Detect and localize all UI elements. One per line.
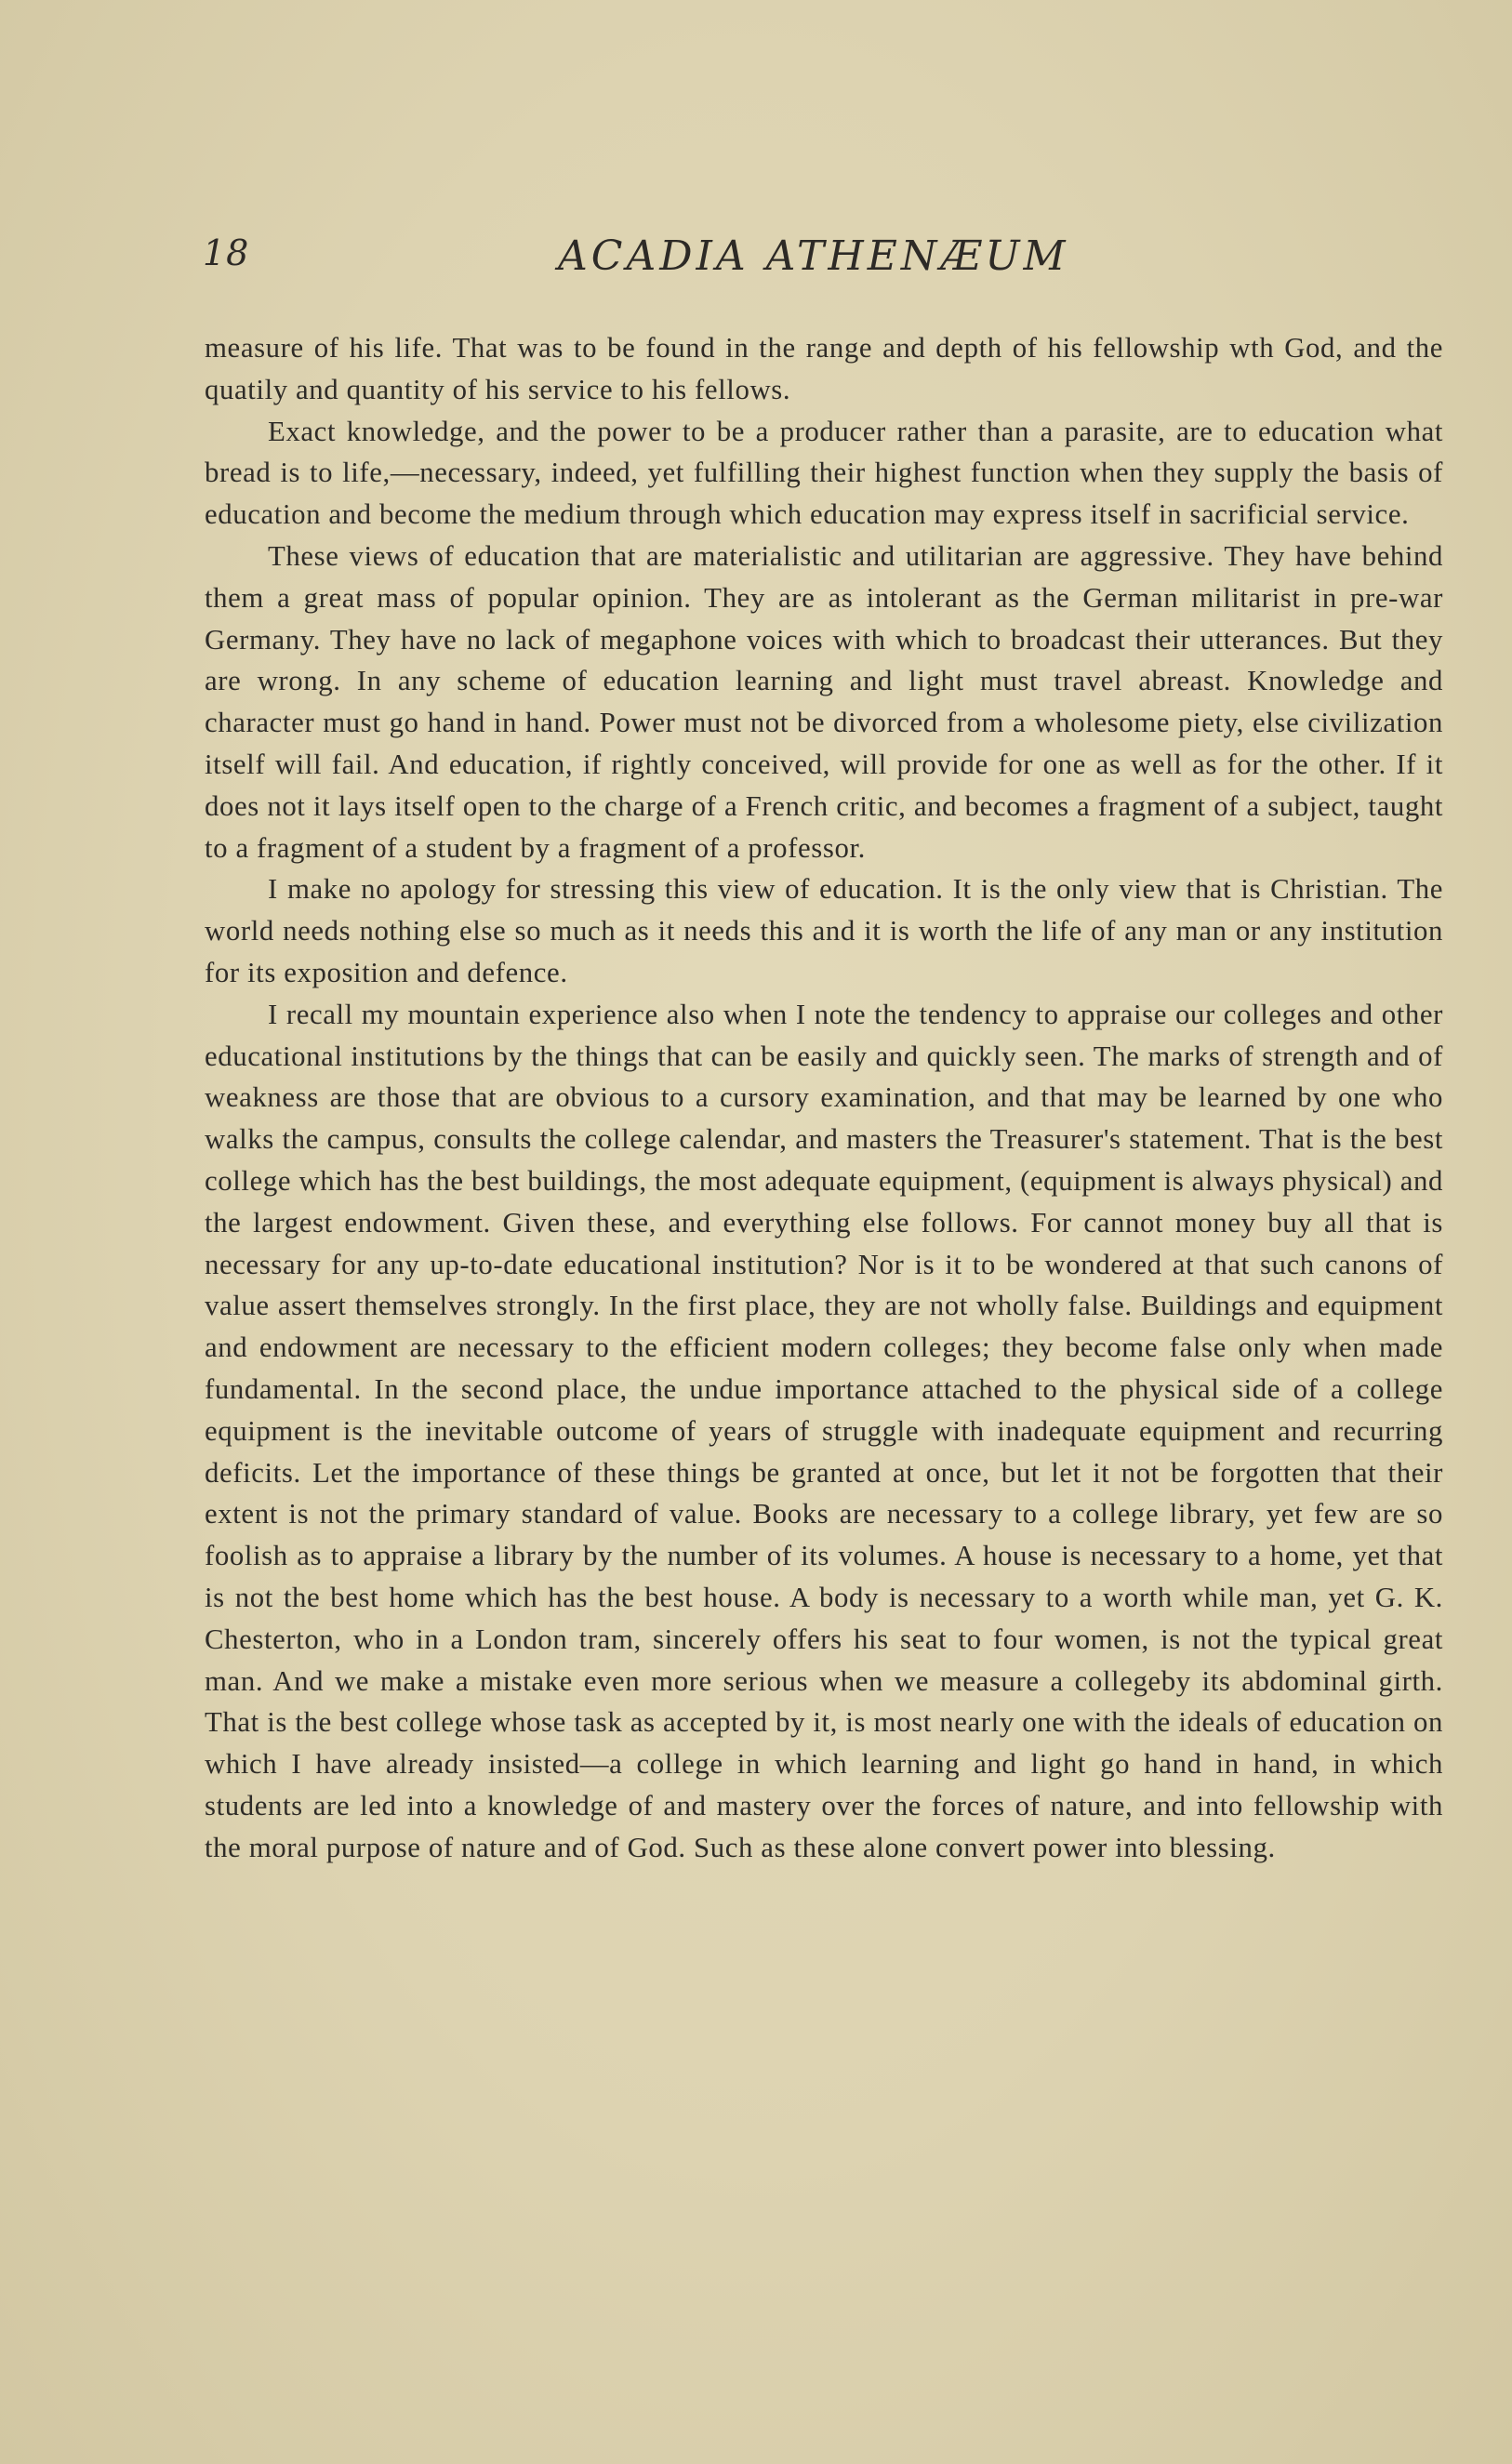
paragraph: Exact knowledge, and the power to be a producer rather than a parasite, are to education what bread is to life,—necessary, indeed, yet fulfilling their highest function when they supply the basis of education and become the medium through which education may express itself in sacrificial service. [205, 415, 1443, 531]
paragraph: I make no apology for stressing this view of education. It is the only view that is Christian. The world needs nothing else so much as it needs this and it is worth the life of any man or any institution for its exposition and defence. [205, 873, 1443, 988]
paragraph: I recall my mountain experience also when I note the tendency to appraise our colleges and other educational institutions by the things that can be easily and quickly seen. The marks of strength and of weakness are those that are obvious to a cursory examination, and that may be learned by one who walks the campus, consults the college calendar, and masters the Treasurer's statement. That is the best college which has the best buildings, the most adequate equipment, (equipment is always physical) and the largest endowment. Given these, and everything else follows. For cannot money buy all that is necessary for any up-to-date educational institution? Nor is it to be wondered at that such canons of value assert themselves strongly. In the first place, they are not wholly false. Buildings and equipment and endowment are necessary to the efficient modern colleges; they become false only when made fundamental. In the second place, the undue importance attached to the physical side of a college equipment is the inevitable outcome of years of struggle with inadequate equipment and recurring deficits. Let the importance of these things be granted at once, but let it not be forgotten that their extent is not the primary standard of value. Books are necessary to a college library, yet few are so foolish as to appraise a library by the number of its volumes. A house is necessary to a home, yet that is not the best home which has the best house. A body is necessary to a worth while man, yet G. K. Chesterton, who in a London tram, sincerely offers his seat to four women, is not the typical great man. And we make a mistake even more serious when we measure a collegeby its abdominal girth. That is the best college whose task as accepted by it, is most nearly one with the ideals of education on which I have already insisted—a college in which learning and light go hand in hand, in which students are led into a knowledge of and mastery over the forces of nature, and into fellowship with the moral purpose of nature and of God. Such as these alone convert power into blessing. [205, 998, 1443, 1863]
page-number: 18 [203, 232, 250, 273]
running-head: ACADIA ATHENÆUM [558, 232, 1069, 280]
page-header [0, 232, 1512, 288]
paragraph: measure of his life. That was to be found in the range and depth of his fellowship wth God, and the quatily and quantity of his service to his fellows. [205, 332, 1443, 405]
article-body [205, 327, 1443, 1868]
paragraph: These views of education that are materialistic and utilitarian are aggressive. They have behind them a great mass of popular opinion. They are as intolerant as the German militarist in pre-war Germany. They have no lack of megaphone voices with which to broadcast their utterances. But they are wrong. In any scheme of education learning and light must travel abreast. Knowledge and character must go hand in hand. Power must not be divorced from a wholesome piety, else civilization itself will fail. And education, if rightly conceived, will provide for one as well as for the other. If it does not it lays itself open to the charge of a French critic, and becomes a fragment of a subject, taught to a fragment of a student by a fragment of a professor. [205, 539, 1443, 864]
